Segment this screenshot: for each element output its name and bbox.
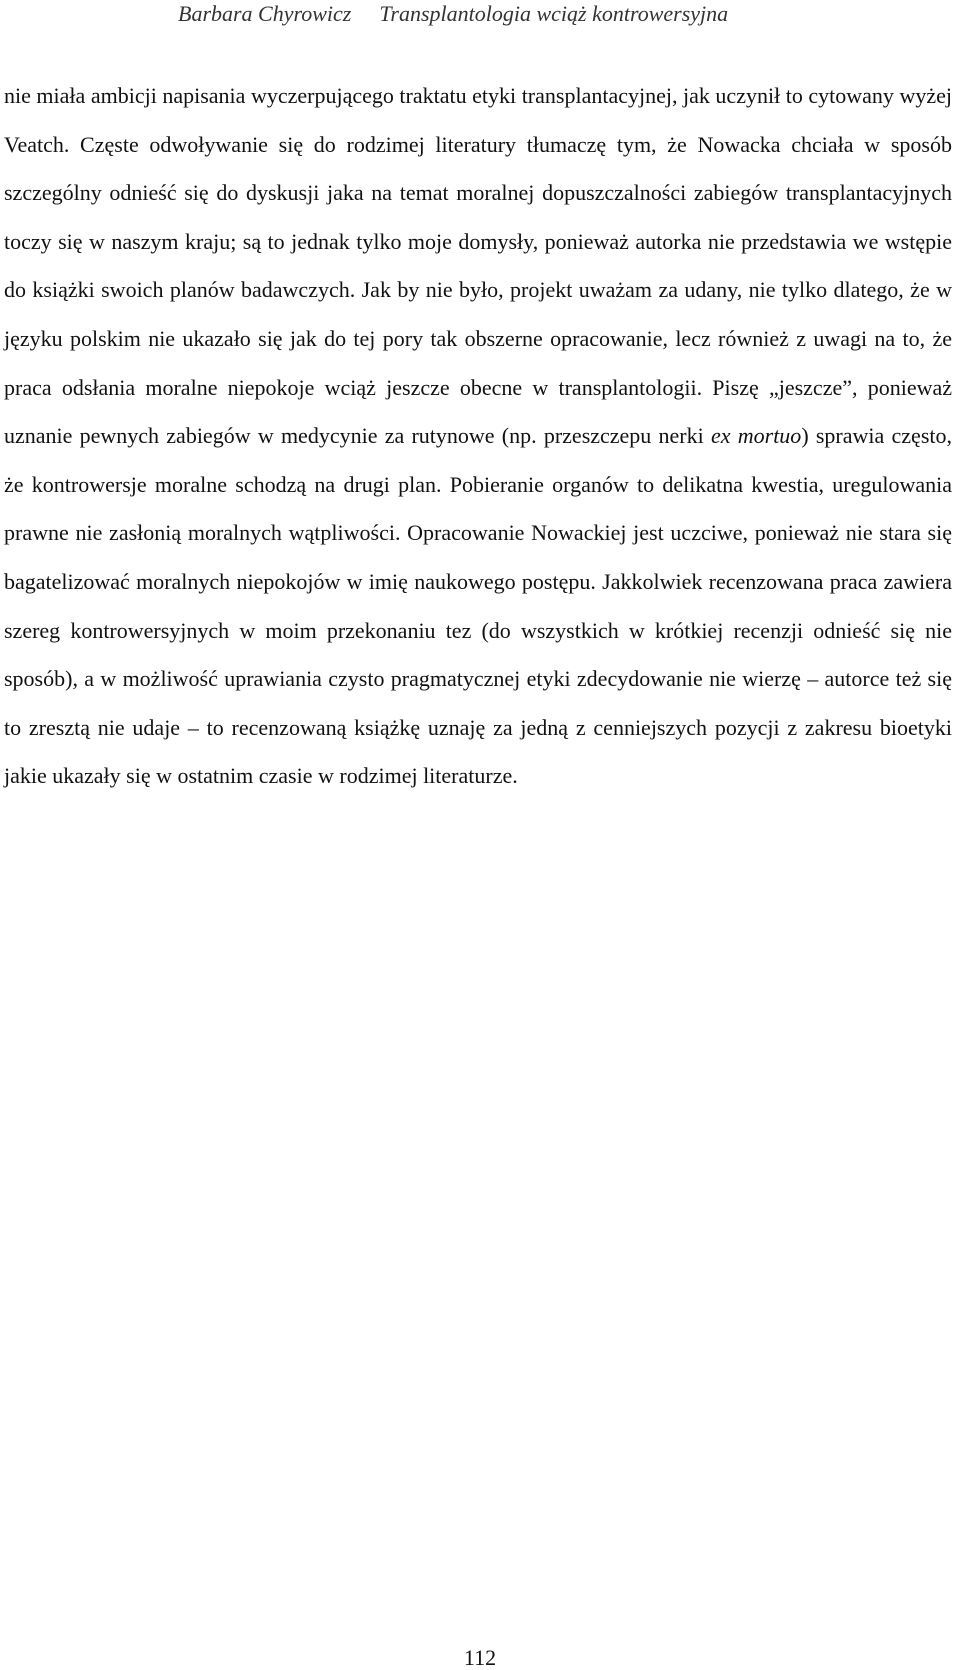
header-title: Transplantologia wciąż kontrowersyjna xyxy=(379,1,729,26)
body-text-part-2: ) sprawia często, że kontrowersje moralne schodzą na drugi plan. Pobieranie organów to delikatna kwestia, uregulowania prawne nie zasłonią moralnych wątpliwości. Opracowanie Nowackiej jest uczciwe, ponieważ nie stara się bagatelizować moralnych niepokojów w imię naukowego postępu. Jakkolwiek recenzowana praca zawiera szereg kontrowersyjnych w moim przekonaniu tez (do wszystkich w krótkiej recenzji odnieść się nie sposób), a w możliwość uprawiania czysto pragmatycznej etyki zdecydowanie nie wierzę – autorce też się to zresztą nie udaje – to recenzowaną książkę uznaję za jedną z cenniejszych pozycji z zakresu bioetyki jakie ukazały się w ostatnim czasie w rodzimej literaturze. xyxy=(4,423,952,789)
header-author: Barbara Chyrowicz xyxy=(178,1,352,26)
page-number: 112 xyxy=(463,1645,497,1670)
body-text-part-1: nie miała ambicji napisania wyczerpującego traktatu etyki transplantacyjnej, jak uczynił to cytowany wyżej Veatch. Częste odwoływanie się do rodzimej literatury tłumaczę tym, że Nowacka chciała w sposób szczególny odnieść się do dyskusji jaka na temat moralnej dopuszczalności zabiegów transplantacyjnych toczy się w naszym kraju; są to jednak tylko moje domysły, ponieważ autorka nie przedstawia we wstępie do książki swoich planów badawczych. Jak by nie było, projekt uważam za udany, nie tylko dlatego, że w języku polskim nie ukazało się jak do tej pory tak obszerne opracowanie, lecz również z uwagi na to, że praca odsłania moralne niepokoje wciąż jeszcze obecne w transplantologii. Piszę „jeszcze”, ponieważ uznanie pewnych zabiegów w medycynie za rutynowe (np. przeszczepu nerki xyxy=(4,83,952,449)
body-italic-phrase: ex mortuo xyxy=(710,423,802,449)
body-paragraph xyxy=(4,72,952,801)
running-header xyxy=(178,0,818,28)
